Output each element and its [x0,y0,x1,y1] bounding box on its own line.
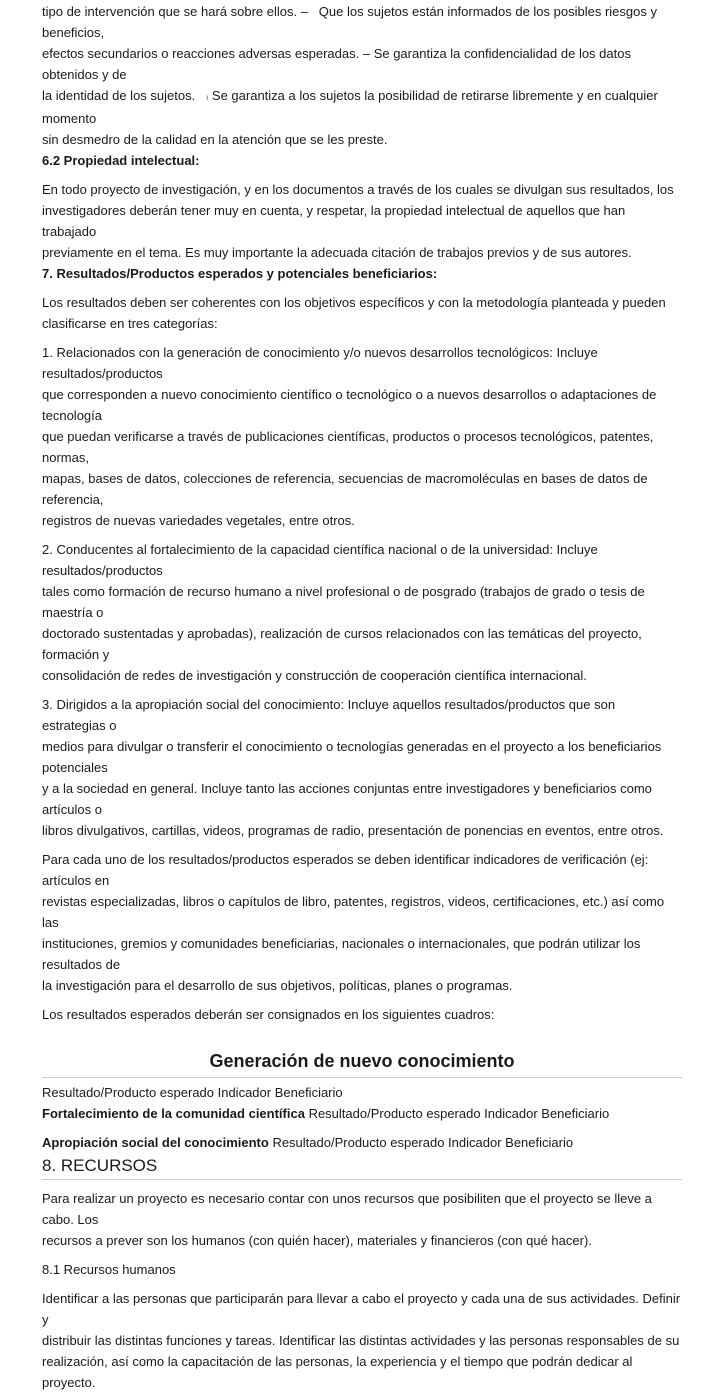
ethics-paragraph: tipo de intervención que se hará sobre ellos. – Que los sujetos están informados de los posibles riesgos y beneficios, efectos secundarios o reacciones adversas esperadas. – Se garantiza la confidencialidad de los datos obtenidos y de la identidad de los sujetos. ı Se garantiza a los sujetos la posibilidad de retirarse libremente y en cualquier momento sin desmedro de la calidad en la atención que se les preste. [42,4,658,147]
table-title: Generación de nuevo conocimiento [209,1051,515,1071]
table-row: Apropiación social del conocimiento Resultado/Producto esperado Indicador Beneficiario [42,1135,574,1150]
category-item-1: 1. Relacionados con la generación de conocimiento y/o nuevos desarrollos tecnológicos: Incluye resultados/productos que corresponden a nuevo conocimiento científico o tecnológico o a nuevos desarrollos o adaptaciones de tecnología que puedan verificarse a través de publicaciones científicas, productos o procesos tecnológicos, patentes, normas, mapas, bases de datos, colecciones de referencia, secuencias de macromoléculas en bases de datos de referencia, registros de nuevas variedades vegetales, entre otros. [42,345,657,528]
table-row: Resultado/Producto esperado Indicador Beneficiario [42,1085,343,1100]
closing-line: Los resultados esperados deberán ser consignados en los siguientes cuadros: [42,1007,495,1022]
document-page [42,0,682,1393]
section-heading-7: 7. Resultados/Productos esperados y potenciales beneficiarios: [42,266,438,281]
section-6-2-body: En todo proyecto de investigación, y en los documentos a través de los cuales se divulgan sus resultados, los investigadores deberán tener muy en cuenta, y respetar, la propiedad intelectual de aquellos que han trabajado previamente en el tema. Es muy importante la adecuada citación de trabajos previos y de sus autores. [42,182,674,260]
divider [42,1179,682,1180]
table-row: Fortalecimiento de la comunidad científica Resultado/Producto esperado Indicador Beneficiario [42,1106,610,1121]
section-7-intro: Los resultados deben ser coherentes con los objetivos específicos y con la metodología planteada y pueden clasificarse en tres categorías: [42,295,666,331]
indicators-paragraph: Para cada uno de los resultados/productos esperados se deben identificar indicadores de verificación (ej: artículos en revistas especializadas, libros o capítulos de libro, patentes, registros, videos, certificaciones, etc.) así como las instituciones, gremios y comunidades beneficiarias, nacionales o internacionales, que podrán utilizar los resultados de la investigación para el desarrollo de sus objetivos, políticas, planes o programas. [42,852,665,993]
section-heading-6-2: 6.2 Propiedad intelectual: [42,153,200,168]
section-title-8: 8. RECURSOS [42,1156,158,1175]
category-item-2: 2. Conducentes al fortalecimiento de la capacidad científica nacional o de la universidad: Incluye resultados/productos tales como formación de recurso humano a nivel profesional o de posgrado (trabajos de grado o tesis de maestría o doctorado sustentadas y aprobadas), realización de cursos relacionados con las temáticas del proyecto, formación y consolidación de redes de investigación y construcción de cooperación científica internacional. [42,542,645,683]
category-item-3: 3. Dirigidos a la apropiación social del conocimiento: Incluye aquellos resultados/productos que son estrategias o medios para divulgar o transferir el conocimiento o tecnologías generadas en el proyecto a los beneficiarios potenciales y a la sociedad en general. Incluye tanto las acciones conjuntas entre investigadores y beneficiarios como artículos o libros divulgativos, cartillas, videos, programas de radio, presentación de ponencias en eventos, entre otros. [42,697,664,838]
section-8-intro: Para realizar un proyecto es necesario contar con unos recursos que posibiliten que el proyecto se lleve a cabo. Los recursos a prever son los humanos (con quién hacer), materiales y financieros (con qué hacer). [42,1191,652,1248]
section-8-1-body: Identificar a las personas que participarán para llevar a cabo el proyecto y cada una de sus actividades. Definir y distribuir las distintas funciones y tareas. Identificar las distintas actividades y las personas responsables de su realización, así como la capacitación de las personas, la experiencia y el tiempo que podrán dedicar al proyecto. [42,1291,681,1390]
subsection-heading-8-1: 8.1 Recursos humanos [42,1262,176,1277]
divider [42,1077,682,1078]
